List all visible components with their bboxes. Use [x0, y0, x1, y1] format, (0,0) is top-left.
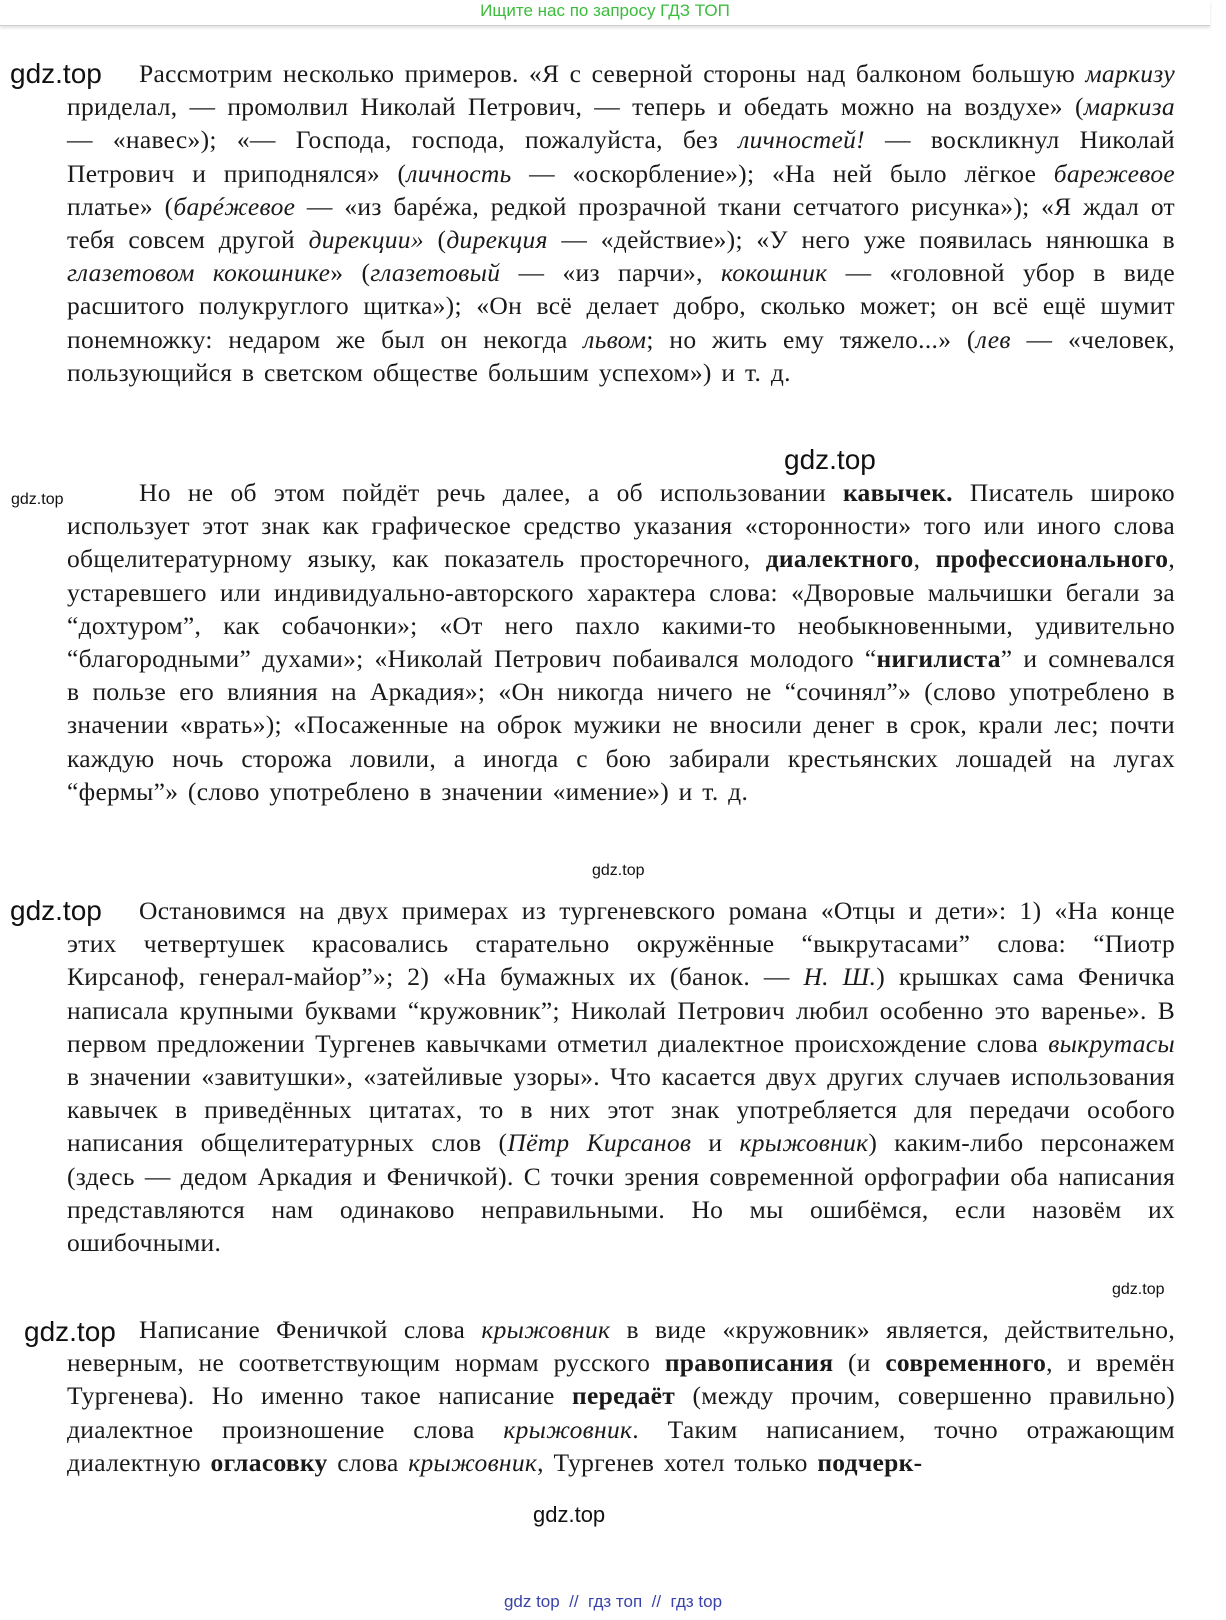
watermark: gdz.top: [784, 444, 876, 475]
paragraph-1: Рассмотрим несколько примеров. «Я с северной стороны над балконом большую маркизу приделал, — промолвил Николай Петрович, — теперь и обедать можно на воздухе» (маркиза — «навес»); «— Господа, господа, пожалуйста, без личностей! — воскликнул Николай Петрович и приподнялся» (личность — «оскорбление»); «На ней было лёгкое барежевое платье» (барéжевое — «из барéжа, редкой прозрачной ткани сетчатого рисунка»); «Я ждал от тебя совсем другой дирекции» (дирекция — «действие»); «У него уже появилась нянюшка в глазетовом кокошнике» (глазетовый — «из парчи», кокошник — «головной убор в виде расшитого полукруглого щитка»); «Он всё делает добро, сколько может; он всё ещё шумит понемножку: недаром же был он некогда львом; но жить ему тяжело...» (лев — «человек, пользующийся в светском обществе большим успехом») и т. д.: [67, 59, 1176, 387]
watermark: gdz.top: [10, 895, 102, 926]
watermark: gdz.top: [592, 862, 645, 879]
watermark: gdz.top: [11, 491, 64, 508]
paragraph-3: Остановимся на двух примерах из тургеневского романа «Отцы и дети»: 1) «На конце этих четвертушек красовались старательно окружённые “выкрутасами” слова: “Пиотр Кирсаноф, генерал-майор”»; 2) «На бумажных их (банок. — Н. Ш.) крышках сама Феничка написала крупными буквами “кружовник”; Николай Петрович любил особенно это варенье». В первом предложении Тургенев кавычками отметил диалектное происхождение слова выкрутасы в значении «завитушки», «затейливые узоры». Что касается двух других случаев использования кавычек в приведённых цитатах, то в них этот знак употребляется для передачи особого написания общелитературных слов (Пётр Кирсанов и крыжовник) каким-либо персонажем (здесь — дедом Аркадия и Феничкой). С точки зрения современной орфографии оба написания представляются нам одинаково неправильными. Но мы ошибёмся, если назовём их ошибочными.: [67, 896, 1175, 1258]
paragraph-4: Написание Феничкой слова крыжовник в виде «кружовник» является, действительно, неверным, не соответствующим нормам русского правописания (и современного, и времён Тургенева). Но именно такое написание передаёт (между прочим, совершенно правильно) диалектное произношение слова крыжовник. Таким написанием, точно отражающим диалектную огласовку слова крыжовник, Тургенев хотел только подчерк-: [67, 1315, 1176, 1477]
watermark: gdz.top: [1112, 1281, 1165, 1298]
watermark: gdz.top: [24, 1316, 116, 1347]
top-banner: Ищите нас по запросу ГДЗ ТОП: [0, 0, 1210, 26]
watermark: gdz.top: [533, 1502, 606, 1527]
footer-links: gdz top // гдз топ // гдз top: [503, 1592, 723, 1611]
paragraph-2: Но не об этом пойдёт речь далее, а об использовании кавычек. Писатель широко использует этот знак как графическое средство указания «сторонности» того или иного слова общелитературному языку, как показатель просторечного, диалектного, профессионального, устаревшего или индивидуально-авторского характера слова: «Дворовые мальчишки бегали за “дохтуром”, как собачонки»; «От него пахло какими-то необыкновенными, удивительно “благородными” духами»; «Николай Петрович побаивался молодого “нигилиста” и сомневался в пользе его влияния на Аркадия»; «Он никогда ничего не “сочинял”» (слово употреблено в значении «врать»); «Посаженные на оброк мужики не вносили денег в срок, крали лес; почти каждую ночь сторожа ловили, а иногда с бою забирали крестьянских лошадей на лугах “фермы”» (слово употреблено в значении «имение») и т. д.: [67, 478, 1175, 806]
watermark: gdz.top: [10, 58, 102, 89]
